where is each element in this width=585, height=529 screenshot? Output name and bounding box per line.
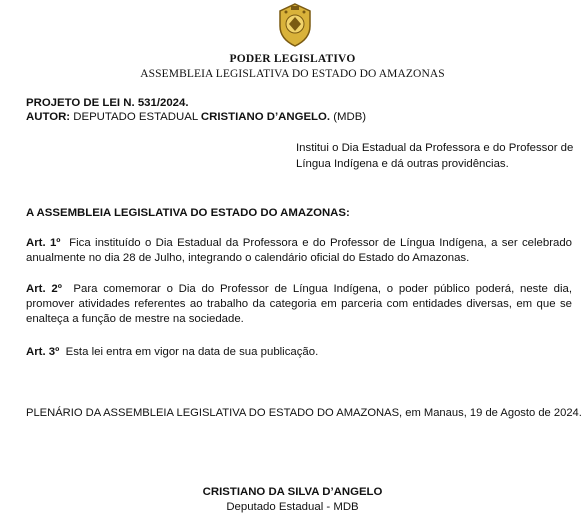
article-2 xyxy=(26,282,572,327)
author-line xyxy=(26,110,366,125)
preamble: A ASSEMBLEIA LEGISLATIVA DO ESTADO DO AMAZONAS: xyxy=(26,207,350,219)
assembly-heading: ASSEMBLEIA LEGISLATIVA DO ESTADO DO AMAZONAS xyxy=(140,68,445,80)
article-text: Para comemorar o Dia do Professor de Língua Indígena, o poder público poderá, neste dia, promover atividades referentes ao trabalho da categoria em parceria com entidades diversas, em que se enalteça a função de mestre na sociedade. xyxy=(26,283,572,325)
article-label: Art. 2º xyxy=(26,283,62,295)
legislative-power-heading: PODER LEGISLATIVO xyxy=(229,53,356,65)
article-1 xyxy=(26,236,572,266)
author-label: AUTOR: xyxy=(26,111,71,123)
article-3 xyxy=(26,345,572,360)
coat-of-arms-icon xyxy=(275,2,315,48)
article-text: Fica instituído o Dia Estadual da Professora e do Professor de Língua Indígena, a ser celebrado anualmente no dia 28 de Julho, integrando o calendário oficial do Estado do Amazonas. xyxy=(26,237,572,264)
article-label: Art. 1º xyxy=(26,237,61,249)
ementa: Institui o Dia Estadual da Professora e do Professor de Língua Indígena e dá outras providências. xyxy=(296,142,574,170)
author-name: CRISTIANO D’ANGELO. xyxy=(200,111,331,123)
article-label: Art. 3º xyxy=(26,346,60,358)
signatory-name: CRISTIANO DA SILVA D’ANGELO xyxy=(202,486,383,498)
signatory-title: Deputado Estadual - MDB xyxy=(226,501,359,513)
plenary-statement: PLENÁRIO DA ASSEMBLEIA LEGISLATIVA DO ESTADO DO AMAZONAS, em Manaus, 19 de Agosto de 2024. xyxy=(26,407,582,419)
article-text: Esta lei entra em vigor na data de sua publicação. xyxy=(65,346,319,358)
author-party: (MDB) xyxy=(333,111,367,123)
author-role: DEPUTADO ESTADUAL xyxy=(73,111,198,123)
bill-number: PROJETO DE LEI N. 531/2024. xyxy=(26,97,189,109)
